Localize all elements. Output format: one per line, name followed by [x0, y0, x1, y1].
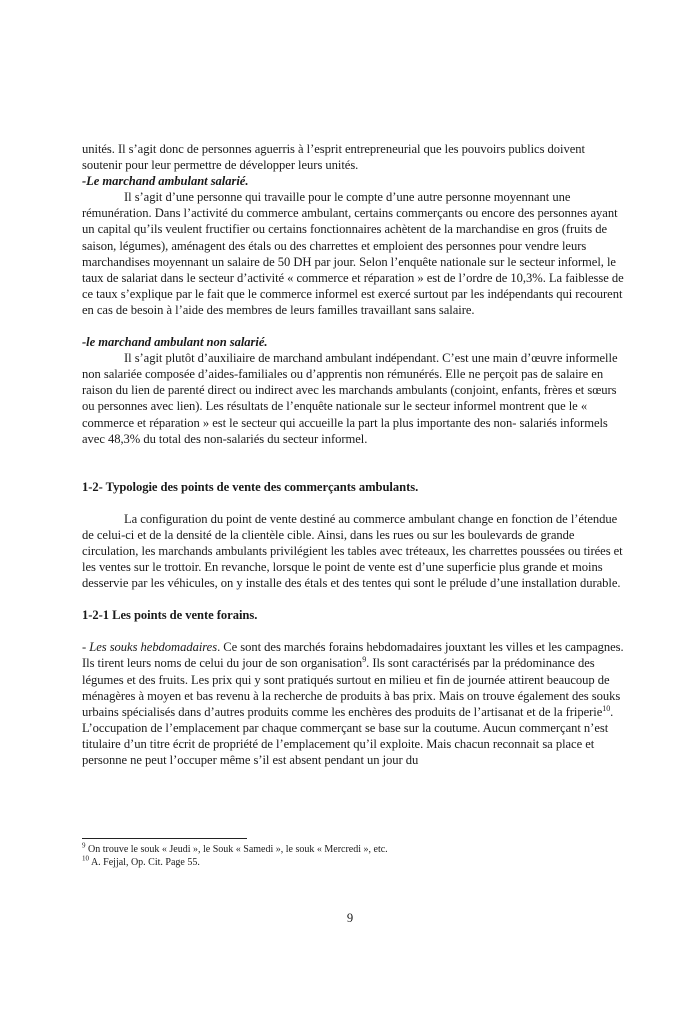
paragraph-text: . Ce sont des marchés forains hebdomadaires jouxtant les villes et les campagnes. Ils tirent leurs noms de celui du jour de son organisation	[82, 640, 624, 671]
section-heading: 1-2- Typologie des points de vente des commerçants ambulants.	[82, 479, 419, 494]
footnotes	[82, 843, 622, 869]
footnote-10	[82, 856, 622, 869]
spacer	[82, 447, 627, 479]
footnote-number: 9	[82, 841, 86, 850]
paragraph-site-occupation: L’occupation de l’emplacement par chaque commerçant se base sur la coutume. Aucun commerçant n’est titulaire d’un titre écrit de propriété de l’emplacement qu’il exploite. Mais chacun reconnait sa place et personne ne peut l’occuper même s’il est absent pendant un jour du	[82, 720, 609, 767]
paragraph-weekly-souks	[82, 639, 627, 719]
subheading-unsalaried-vendor: -le marchand ambulant non salarié.	[82, 335, 268, 350]
paragraph-continuation: unités. Il s’agit donc de personnes aguerris à l’esprit entrepreneurial que les pouvoirs publics doivent soutenir pour leur permettre de développer leurs unités.	[82, 142, 585, 173]
footnote-text: A. Fejjal, Op. Cit. Page 55.	[89, 857, 200, 868]
paragraph-salaried-vendor: Il s’agit d’une personne qui travaille pour le compte d’une autre personne moyennant une rémunération. Dans l’activité du commerce ambulant, certains commerçants ou encore des personnes ayant un capital qu’ils veulent fructifier ou certains fonctionnaires achètent de la marchandise en gros (fruits de saison, légumes), aménagent des étals ou des charrettes et emploient des personnes pour vendre leurs marchandises moyennant un salaire de 50 DH par jour. Selon l’enquête nationale sur le secteur informel, le taux de salariat dans le secteur d’activité « commerce et réparation » est de l’ordre de 10,3%. La faiblesse de ce taux s’explique par le fait que le commerce informel est exercé surtout par les indépendants qui recourent en cas de besoin à l’aide des membres de leurs familles travaillant sans salaire.	[82, 190, 624, 317]
list-dash: -	[82, 640, 90, 655]
paragraph-text: .	[610, 704, 614, 719]
footnote-number: 10	[82, 854, 89, 863]
paragraph-unsalaried-vendor: Il s’agit plutôt d’auxiliaire de marchand ambulant indépendant. C’est une main d’œuvre informelle non salariée composée d’aides-familiales ou d’apprentis non rémunérés. Elle ne perçoit pas de salaire en raison du lien de parenté direct ou indirect avec les marchands ambulants (conjoint, enfants, frères et sœurs ou personnes avec lien). Les résultats de l’enquête nationale sur le secteur informel montrent que le « commerce et réparation » est le secteur qui accueille la part la plus importante des non- salariés informels avec 48,3% du total des non-salariés du secteur informel.	[82, 351, 618, 446]
subheading-salaried-vendor: -Le marchand ambulant salarié.	[82, 174, 249, 189]
body-text	[82, 141, 627, 768]
footnote-ref-10[interactable]: 10	[602, 703, 611, 713]
subsection-heading: 1-2-1 Les points de vente forains.	[82, 608, 258, 623]
page-number: 9	[346, 911, 354, 925]
term-weekly-souks: Les souks hebdomadaires	[89, 640, 218, 655]
footnote-text: On trouve le souk « Jeudi », le Souk « Samedi », le souk « Mercredi », etc.	[88, 844, 388, 855]
paragraph-point-of-sale-config: La configuration du point de vente destiné au commerce ambulant change en fonction de l’étendue de celui-ci et de la densité de la clientèle cible. Ainsi, dans les rues ou sur les boulevards de grande circulation, les marchands ambulants privilégient les tables avec tréteaux, les charrettes poussées ou tirées et les ventes sur le trottoir. En revanche, lorsque le point de vente est d’une superficie plus grande et moins desservie par les véhicules, on y installe des étals et des tentes qui sont le prélude d’une installation durable.	[82, 511, 623, 591]
paragraph-text: . Ils sont caractérisés par la prédominance des légumes et des fruits. Les prix qui y sont pratiqués surtout en milieu et fin de journée attirent beaucoup de ménagères à moyen et bas revenu à la recherche de produits à bas prix. Mais on trouve également des souks urbains spécialisés dans d’autres produits comme les enchères des produits de l’artisanat et de la friperie	[82, 656, 621, 719]
footnote-separator	[82, 838, 247, 839]
spacer	[82, 318, 627, 334]
spacer	[82, 591, 627, 607]
spacer	[82, 623, 627, 639]
footnote-9	[82, 843, 622, 856]
footnote-ref-9[interactable]: 9	[362, 655, 367, 665]
spacer	[82, 495, 627, 511]
